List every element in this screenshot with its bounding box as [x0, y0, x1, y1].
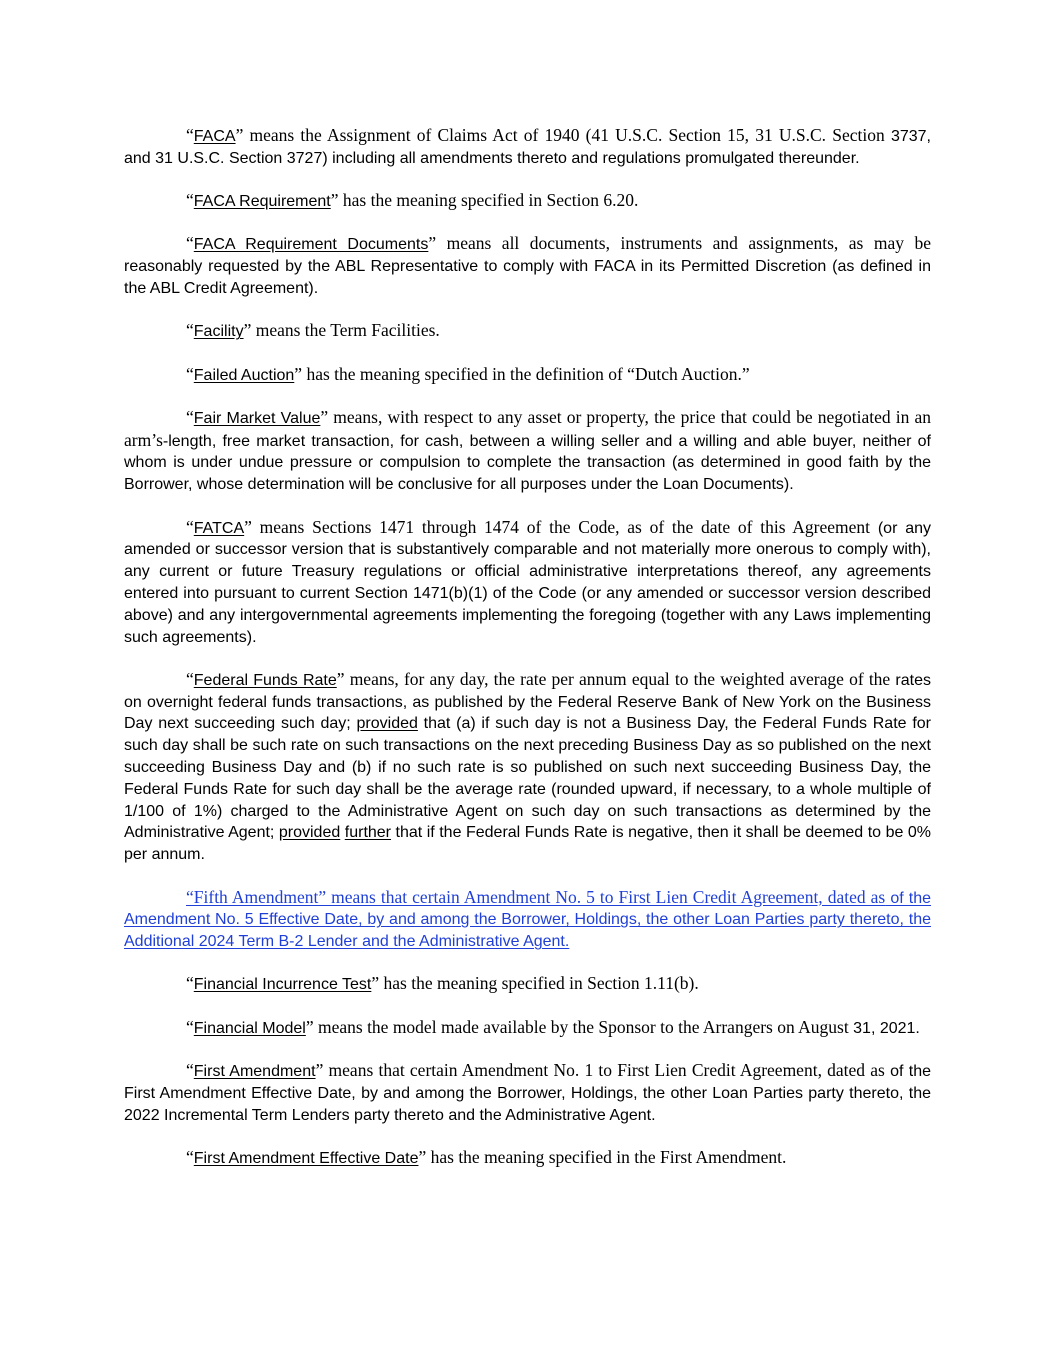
definition-fatca: “FATCA” means Sections 1471 through 1474 of the Code, as of the date of this Agreement (or any amended or successor version that is substantively comparable and not materially more onerous to comply with), any current or future Treasury regulations or official administrative interpretations thereof, any agreements entered into pursuant to current Section 1471(b)(1) of the Code (or any amended or successor version described above) and any intergovernmental agreements implementing the foregoing (together with any Laws implementing such agreements). [124, 516, 931, 646]
definition-lead: ” means that certain Amendment No. 1 to First Lien Credit Agreement, dated as [315, 1060, 885, 1080]
definition-text: 3737, and 31 U.S.C. Section 3727) including all amendments thereto and regulations promulgated thereunder. [124, 128, 931, 167]
defined-term: Federal Funds Rate [193, 671, 337, 689]
definition-faca-requirement: “FACA Requirement” has the meaning specified in Section 6.20. [186, 190, 639, 211]
defined-term: FATCA [193, 519, 245, 537]
defined-term: FACA [193, 128, 236, 145]
definition-lead: ” has the meaning specified in Section 1.11(b). [371, 973, 699, 994]
defined-term: Financial Model [193, 1019, 306, 1037]
defined-term: FACA Requirement Documents [193, 236, 429, 254]
definition-lead: ” means, with respect to any asset or property, the price that could be negotiated in an arm’s [124, 406, 931, 450]
defined-term: Failed Auction [193, 366, 295, 384]
defined-term: First Amendment Effective Date [193, 1149, 419, 1167]
definition-financial-incurrence-test: “Financial Incurrence Test” has the meaning specified in Section 1.11(b). [186, 973, 699, 994]
definition-fair-market-value: “Fair Market Value” means, with respect to any asset or property, the price that could be negotiated in an arm’s-length, free market transaction, for cash, between a willing seller and a willing and able buyer, neither of whom is under undue pressure or compulsion to complete the transaction (as determined in good faith by the Borrower, whose determination will be conclusive for all purposes under the Loan Documents). [124, 406, 931, 494]
definition-lead: “Fifth Amendment” means that certain Amendment No. 5 to First Lien Credit Agreement, dated as [186, 886, 886, 907]
definition-text: 31, 2021. [848, 1019, 920, 1037]
defined-term: Fair Market Value [193, 409, 321, 427]
definition-text: that if the Federal Funds Rate is negative, then it shall be deemed to be 0% per annum. [124, 824, 931, 864]
definition-text: of the Amendment No. 5 Effective Date, by and among the Borrower, Holdings, the other Loan Parties party thereto, the Additional 2024 Term B-2 Lender and the Administrative Agent. [124, 889, 931, 951]
document-page [124, 125, 931, 1190]
definition-text: rates on overnight federal funds transactions, as published by the Federal Reserve Bank of New York on the Business Day next succeeding such day; [124, 671, 932, 733]
definition-lead: ” means all documents, instruments and assignments, as may be [428, 233, 931, 254]
definition-lead: ” means, for any day, the rate per annum equal to the weighted average of the [336, 668, 891, 689]
definition-text: reasonably requested by the ABL Representative to comply with FACA in its Permitted Discretion (as defined in the ABL Credit Agreement). [124, 258, 931, 297]
definition-lead: ” has the meaning specified in the definition of “Dutch Auction.” [294, 363, 750, 384]
provided-term: provided [356, 715, 418, 733]
defined-term: FACA Requirement [193, 193, 331, 211]
definition-financial-model: “Financial Model” means the model made available by the Sponsor to the Arrangers on August 31, 2021. [186, 1016, 920, 1037]
definition-faca: “FACA” means the Assignment of Claims Act of 1940 (41 U.S.C. Section 15, 31 U.S.C. Section 3737, and 31 U.S.C. Section 3727) including all amendments thereto and regulations promulgated thereunder. [124, 125, 931, 167]
definition-lead: ” has the meaning specified in the First Amendment. [418, 1146, 787, 1167]
further-term: further [344, 824, 392, 842]
definition-lead: ” has the meaning specified in Section 6.20. [330, 190, 639, 211]
definition-fifth-amendment-inserted [124, 887, 931, 953]
definition-text: that (a) if such day is not a Business Day, the Federal Funds Rate for such day shall be such rate on such transactions on the next preceding Business Day as so published on the next succeeding Business Day and (b) if no such rate is so published on such next succeeding Business Day, the Federal Funds Rate for such day shall be the average rate (rounded upward, if necessary, to a whole multiple of 1/100 of 1%) charged to the Administrative Agent on such day on such transactions as determined by the Administrative Agent; [124, 715, 931, 842]
definition-text: -length, free market transaction, for cash, between a willing seller and a willing and able buyer, neither of whom is under undue pressure or compulsion to complete the transaction (as determined in good faith by the Borrower, whose determination will be conclusive for all purposes under the Loan Documents). [124, 432, 931, 494]
defined-term: Financial Incurrence Test [193, 976, 372, 994]
definition-failed-auction: “Failed Auction” has the meaning specified in the definition of “Dutch Auction.” [186, 363, 750, 384]
definition-text: (or any amended or successor version that is substantively comparable and not materially more onerous to comply with), any current or future Treasury regulations or official administrative interpretations thereof, any agreements entered into pursuant to current Section 1471(b)(1) of the Code (or any amended or successor version described above) and any intergovernmental agreements implementing the foregoing (together with any Laws implementing such agreements). [124, 519, 931, 646]
definition-first-amendment-effective-date: “First Amendment Effective Date” has the meaning specified in the First Amendment. [186, 1146, 787, 1167]
definition-lead: ” means the model made available by the Sponsor to the Arrangers on August [305, 1016, 849, 1037]
definition-federal-funds-rate: “Federal Funds Rate” means, for any day, the rate per annum equal to the weighted average of the rates on overnight federal funds transactions, as published by the Federal Reserve Bank of New York on the Business Day next succeeding such day; provided that (a) if such day is not a Business Day, the Federal Funds Rate for such day shall be such rate on such transactions on the next preceding Business Day as so published on the next succeeding Business Day and (b) if no such rate is so published on such next succeeding Business Day, the Federal Funds Rate for such day shall be the average rate (rounded upward, if necessary, to a whole multiple of 1/100 of 1%) charged to the Administrative Agent on such day on such transactions as determined by the Administrative Agent; provided further that if the Federal Funds Rate is negative, then it shall be deemed to be 0% per annum. [124, 668, 932, 864]
definition-text: of the First Amendment Effective Date, by and among the Borrower, Holdings, the other Loan Parties party thereto, the 2022 Incremental Term Lenders party thereto and the Administrative Agent. [124, 1063, 931, 1124]
defined-term: Facility [193, 323, 244, 341]
definition-lead: ” means the Assignment of Claims Act of 1940 (41 U.S.C. Section 15, 31 U.S.C. Section [235, 125, 885, 145]
defined-term: First Amendment [193, 1063, 316, 1080]
definition-first-amendment: “First Amendment” means that certain Amendment No. 1 to First Lien Credit Agreement, dated as of the First Amendment Effective Date, by and among the Borrower, Holdings, the other Loan Parties party thereto, the 2022 Incremental Term Lenders party thereto and the Administrative Agent. [124, 1060, 931, 1124]
definition-lead: ” means the Term Facilities. [243, 320, 440, 341]
definition-faca-requirement-documents: “FACA Requirement Documents” means all documents, instruments and assignments, as may be reasonably requested by the ABL Representative to comply with FACA in its Permitted Discretion (as defined in the ABL Credit Agreement). [124, 233, 931, 297]
definition-lead: ” means Sections 1471 through 1474 of the Code, as of the date of this Agreement [244, 516, 871, 537]
definition-facility: “Facility” means the Term Facilities. [186, 320, 440, 341]
provided-term: provided [278, 824, 341, 842]
